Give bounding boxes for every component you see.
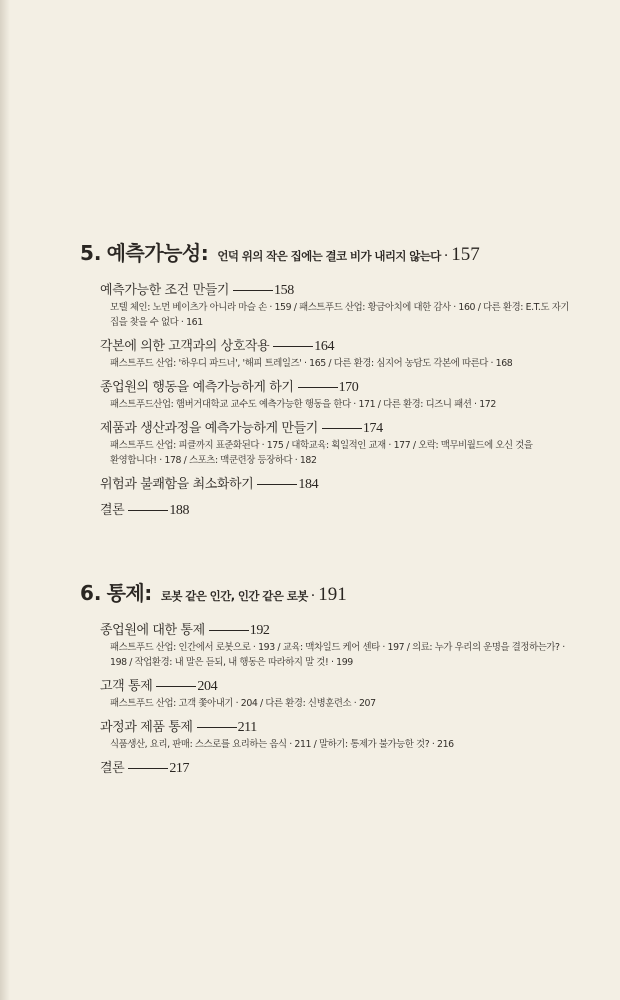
section-heading bbox=[100, 621, 580, 640]
section-heading bbox=[100, 501, 580, 520]
toc-section bbox=[100, 759, 580, 778]
toc-section bbox=[100, 337, 580, 371]
leader-dash bbox=[298, 387, 338, 388]
toc-section bbox=[100, 378, 580, 412]
chapter-title: 통제: bbox=[106, 581, 152, 605]
leader-dash bbox=[322, 428, 362, 429]
chapter-heading bbox=[80, 580, 580, 609]
section-title: 종업원에 대한 통제 bbox=[100, 623, 205, 638]
section-description: 패스트푸드 산업: 피클까지 표준화된다 · 175 / 대학교육: 획일적인 교재 · 177 / 오락: 맥무비월드에 오신 것을 환영합니다! · 178 / 스포츠: 맥쿤련장 등장하다 · 182 bbox=[110, 440, 533, 466]
separator-dot: · bbox=[443, 248, 449, 264]
section-page-number: 204 bbox=[197, 679, 218, 694]
section-description: 식품생산, 요리, 판매: 스스로를 요리하는 음식 · 211 / 말하기: 통제가 불가능한 것? · 216 bbox=[110, 739, 454, 750]
section-title: 종업원의 행동을 예측가능하게 하기 bbox=[100, 380, 294, 395]
chapter-6 bbox=[80, 580, 580, 785]
section-page-number: 174 bbox=[362, 421, 383, 436]
section-title: 각본에 의한 고객과의 상호작용 bbox=[100, 339, 270, 354]
section-heading bbox=[100, 718, 580, 737]
section-description: 모텔 체인: 노먼 베이츠가 아니라 마슬 손 · 159 / 패스트푸드 산업: 황금아치에 대한 감사 · 160 / 다른 환경: E.T.도 자기 집을 찾을 수 없다 · 161 bbox=[110, 302, 570, 328]
section-page-number: 192 bbox=[249, 623, 270, 638]
section-description: 패스트푸드산업: 햄버거대학교 교수도 예측가능한 행동을 한다 · 171 / 다른 환경: 디즈니 패션 · 172 bbox=[110, 399, 496, 410]
section-page-number: 164 bbox=[314, 339, 335, 354]
section-heading bbox=[100, 677, 580, 696]
section-title: 고객 통제 bbox=[100, 679, 153, 694]
section-page-number: 217 bbox=[169, 761, 190, 776]
chapter-title: 예측가능성: bbox=[106, 241, 209, 265]
leader-dash bbox=[197, 727, 237, 728]
toc-section bbox=[100, 621, 580, 670]
section-heading bbox=[100, 337, 580, 356]
chapter-number: 5. bbox=[80, 241, 102, 265]
chapter-5 bbox=[80, 240, 580, 527]
section-heading bbox=[100, 378, 580, 397]
leader-dash bbox=[156, 686, 196, 687]
leader-dash bbox=[273, 346, 313, 347]
toc-section bbox=[100, 475, 580, 494]
leader-dash bbox=[209, 630, 249, 631]
page-binding-shadow bbox=[0, 0, 10, 1000]
section-page-number: 184 bbox=[298, 477, 319, 492]
section-page-number: 158 bbox=[274, 283, 294, 298]
section-title: 결론 bbox=[100, 503, 125, 518]
section-heading bbox=[100, 475, 580, 494]
leader-dash bbox=[128, 768, 168, 769]
toc-section bbox=[100, 677, 580, 711]
section-page-number: 211 bbox=[237, 720, 257, 735]
section-description: 패스트푸드 산업: 인간에서 로봇으로 · 193 / 교육: 맥차일드 케어 센타 · 197 / 의료: 누가 우리의 운명을 결정하는가? · 198 / 작업환경: 내 말은 듣되, 내 행동은 따라하지 말 것! · 199 bbox=[110, 642, 565, 668]
toc-section bbox=[100, 718, 580, 752]
leader-dash bbox=[128, 510, 168, 511]
section-description: 패스트푸드 산업: '하우디 파드너', '해피 트레일즈' · 165 / 다른 환경: 심지어 농담도 각본에 따른다 · 168 bbox=[110, 358, 513, 369]
section-description: 패스트푸드 산업: 고객 쫓아내기 · 204 / 다른 환경: 신병훈련소 · 207 bbox=[110, 698, 376, 709]
leader-dash bbox=[257, 484, 297, 485]
section-page-number: 188 bbox=[169, 503, 190, 518]
toc-section bbox=[100, 281, 580, 330]
separator-dot: · bbox=[310, 588, 316, 604]
chapter-page-number: 191 bbox=[318, 584, 347, 605]
section-title: 결론 bbox=[100, 761, 125, 776]
chapter-subtitle: 언덕 위의 작은 집에는 결코 비가 내리지 않는다 bbox=[217, 249, 441, 263]
section-title: 제품과 생산과정을 예측가능하게 만들기 bbox=[100, 421, 318, 436]
toc-section bbox=[100, 419, 580, 468]
chapter-heading bbox=[80, 240, 580, 269]
chapter-page-number: 157 bbox=[451, 244, 480, 265]
section-title: 과정과 제품 통제 bbox=[100, 720, 193, 735]
chapter-number: 6. bbox=[80, 581, 102, 605]
section-heading bbox=[100, 419, 580, 438]
leader-dash bbox=[233, 290, 273, 291]
section-title: 위험과 불쾌함을 최소화하기 bbox=[100, 477, 254, 492]
section-heading bbox=[100, 281, 580, 300]
section-page-number: 170 bbox=[338, 380, 359, 395]
section-heading bbox=[100, 759, 580, 778]
chapter-subtitle: 로봇 같은 인간, 인간 같은 로봇 bbox=[160, 589, 308, 603]
toc-section bbox=[100, 501, 580, 520]
section-title: 예측가능한 조건 만들기 bbox=[100, 283, 230, 298]
